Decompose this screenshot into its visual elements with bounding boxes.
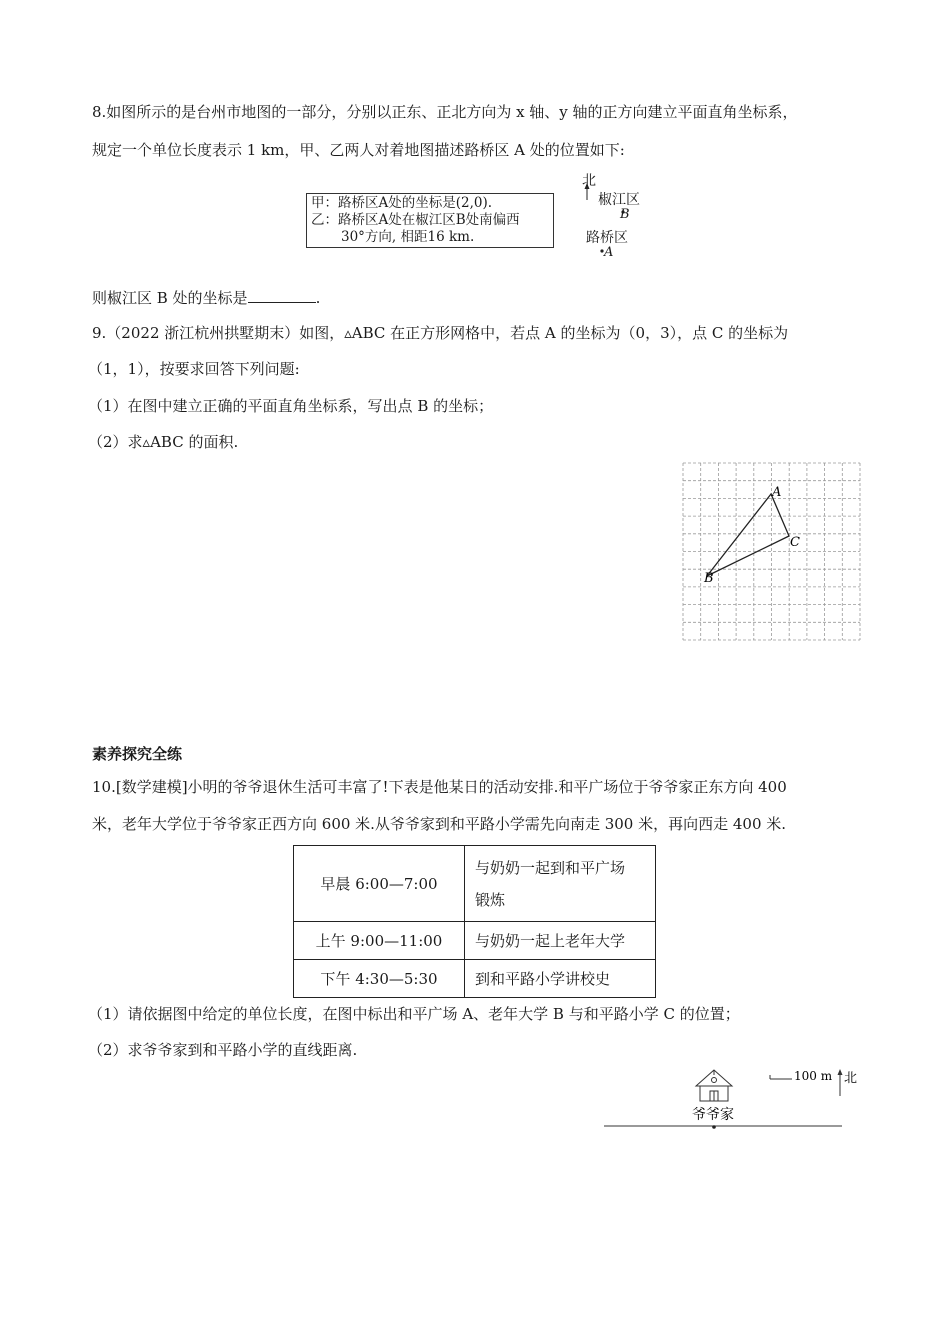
home-dot	[712, 1125, 716, 1129]
table-row	[294, 960, 656, 998]
table-row	[294, 922, 656, 960]
q8-map-a: A	[604, 245, 614, 260]
north-label: 北	[844, 1071, 858, 1086]
q8-box-line3: 30°方向, 相距16 km.	[341, 229, 475, 245]
scale-label: 100 m	[794, 1069, 833, 1083]
q10-part2: （2）求爷爷家到和平路小学的直线距离.	[88, 1041, 358, 1059]
schedule-table	[293, 845, 656, 998]
q9-line1: 9.（2022 浙江杭州拱墅期末）如图，▵ABC 在正方形网格中，若点 A 的坐标为（0，3），点 C 的坐标为	[92, 324, 789, 342]
q9-part2: （2）求▵ABC 的面积.	[88, 433, 239, 451]
q8-answer-blank[interactable]	[248, 288, 316, 303]
q9-grid-figure	[682, 462, 862, 642]
q8-map-north: 北	[582, 173, 596, 189]
triangle-abc	[707, 494, 789, 576]
q9-label-a: A	[772, 485, 782, 500]
home-label: 爷爷家	[692, 1107, 734, 1123]
schedule-activity: 到和平路小学讲校史	[465, 960, 656, 998]
q10-map-figure	[604, 1066, 858, 1136]
q8-map-b-area: 椒江区	[598, 192, 640, 208]
q8-answer-suffix: .	[315, 289, 321, 307]
q9-label-c: C	[790, 535, 800, 550]
q8-map-a-area: 路桥区	[586, 230, 628, 246]
schedule-time: 早晨 6:00—7:00	[294, 846, 465, 922]
schedule-time: 下午 4:30—5:30	[294, 960, 465, 998]
q10-line1: 10.[数学建模]小明的爷爷退休生活可丰富了!下表是他某日的活动安排.和平广场位于爷爷家正东方向 400	[92, 778, 787, 796]
north-arrow-icon	[838, 1069, 843, 1096]
q9-label-b: B	[704, 571, 714, 586]
q8-box-line2: 乙：路桥区A处在椒江区B处南偏西	[311, 212, 520, 228]
schedule-activity-line2: 锻炼	[475, 890, 506, 909]
section-title: 素养探究全练	[92, 745, 183, 763]
q8-statement-box	[306, 193, 554, 248]
house-icon	[696, 1070, 732, 1101]
q9-part1: （1）在图中建立正确的平面直角坐标系，写出点 B 的坐标；	[88, 397, 494, 415]
q10-part1: （1）请依据图中给定的单位长度，在图中标出和平广场 A、老年大学 B 与和平路小学 C 的位置；	[88, 1005, 740, 1023]
schedule-activity: 与奶奶一起上老年大学	[465, 922, 656, 960]
table-row	[294, 846, 656, 922]
schedule-activity-line1: 与奶奶一起到和平广场	[475, 858, 626, 877]
q10-line2: 米，老年大学位于爷爷家正西方向 600 米.从爷爷家到和平路小学需先向南走 300 米，再向西走 400 米.	[92, 815, 787, 833]
q8-line2: 规定一个单位长度表示 1 km，甲、乙两人对着地图描述路桥区 A 处的位置如下:	[92, 141, 625, 159]
q8-line1: 8.如图所示的是台州市地图的一部分，分别以正东、正北方向为 x 轴、y 轴的正方向建立平面直角坐标系，	[92, 103, 798, 121]
q8-answer-prefix: 则椒江区 B 处的坐标是	[92, 289, 248, 307]
q8-box-line1: 甲：路桥区A处的坐标是(2,0).	[311, 195, 493, 211]
schedule-activity	[465, 846, 656, 922]
schedule-time: 上午 9:00—11:00	[294, 922, 465, 960]
q8-answer-line	[92, 288, 320, 308]
q8-map-b: B	[620, 207, 630, 222]
q9-line2: （1，1），按要求回答下列问题:	[88, 360, 300, 378]
